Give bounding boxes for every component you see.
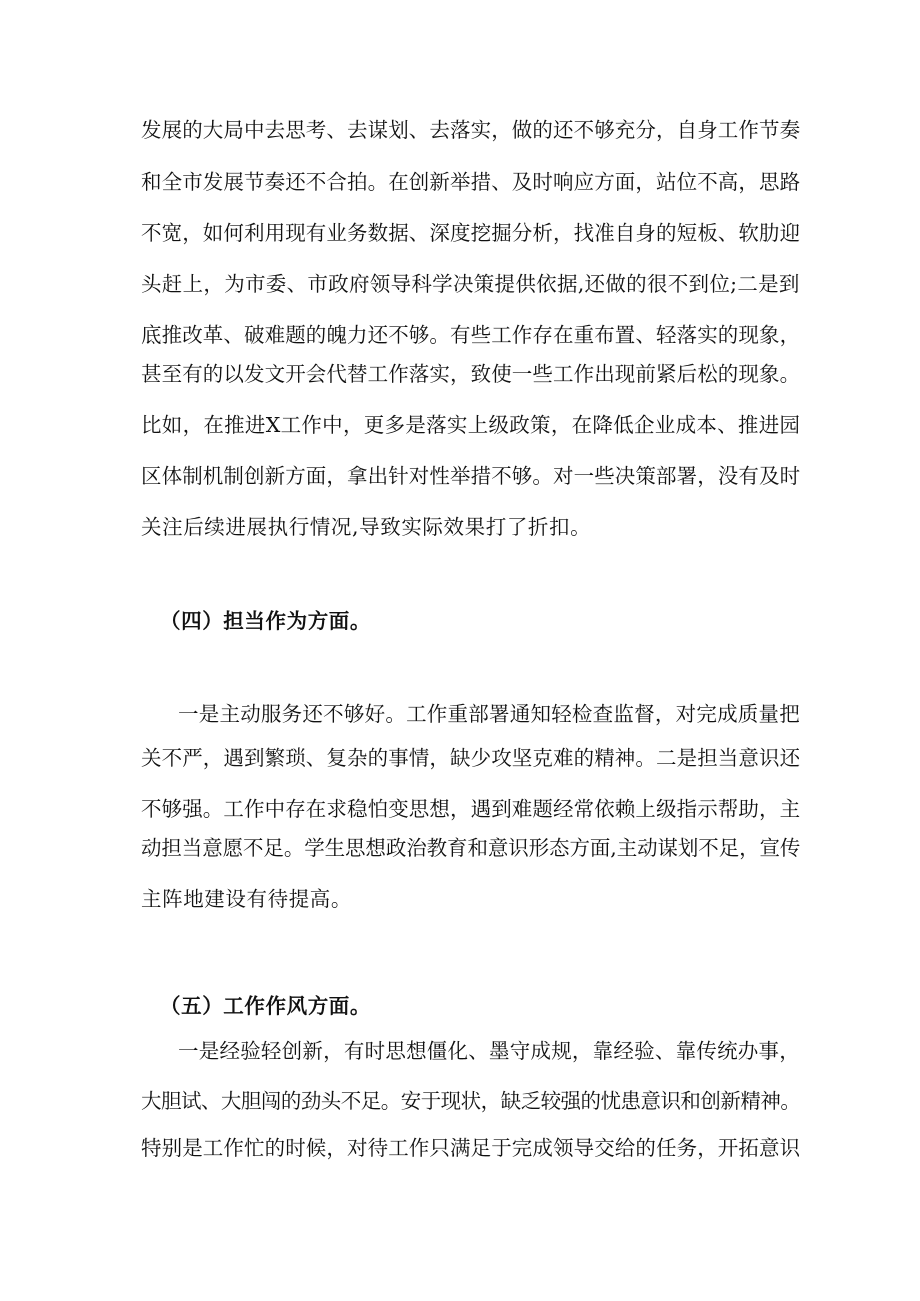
paragraph-line: 和全市发展节奏还不合拍。在创新举措、及时响应方面，站位不高，思路 xyxy=(141,170,801,194)
section-heading: （四）担当作为方面。 xyxy=(160,609,371,633)
paragraph-line: 发展的大局中去思考、去谋划、去落实，做的还不够充分，自身工作节奏 xyxy=(141,118,801,142)
section-heading: （五）工作作风方面。 xyxy=(160,994,371,1018)
paragraph-line: 关注后续进展执行情况,导致实际效果打了折扣。 xyxy=(141,515,592,539)
paragraph-line: 比如，在推进X工作中，更多是落实上级政策，在降低企业成本、推进园 xyxy=(141,413,801,437)
paragraph-line: 动担当意愿不足。学生思想政治教育和意识形态方面,主动谋划不足，宣传 xyxy=(141,836,801,860)
paragraph-line: 不宽，如何利用现有业务数据、深度挖掘分析，找准自身的短板、软肋迎 xyxy=(141,221,801,245)
paragraph-line: 特别是工作忙的时候，对待工作只满足于完成领导交给的任务，开拓意识 xyxy=(141,1136,801,1160)
paragraph-line: 底推改革、破难题的魄力还不够。有些工作存在重布置、轻落实的现象， xyxy=(141,323,801,347)
paragraph-line: 主阵地建设有待提高。 xyxy=(141,887,352,911)
paragraph-line: 区体制机制创新方面，拿出针对性举措不够。对一些决策部署，没有及时 xyxy=(141,464,801,488)
paragraph-line: 甚至有的以发文开会代替工作落实，致使一些工作出现前紧后松的现象。 xyxy=(141,362,801,386)
paragraph-line: 头赶上，为市委、市政府领导科学决策提供依据,还做的很不到位;二是到 xyxy=(141,272,800,296)
paragraph-line: 不够强。工作中存在求稳怕变思想，遇到难题经常依赖上级指示帮助，主 xyxy=(141,797,801,821)
paragraph-line: 一是经验轻创新，有时思想僵化、墨守成规，靠经验、靠传统办事， xyxy=(178,1039,800,1063)
paragraph-line: 关不严，遇到繁琐、复杂的事情，缺少攻坚克难的精神。二是担当意识还 xyxy=(141,746,801,770)
paragraph-line: 一是主动服务还不够好。工作重部署通知轻检查监督，对完成质量把 xyxy=(178,702,800,726)
paragraph-line: 大胆试、大胆闯的劲头不足。安于现状，缺乏较强的忧患意识和创新精神。 xyxy=(141,1089,801,1113)
